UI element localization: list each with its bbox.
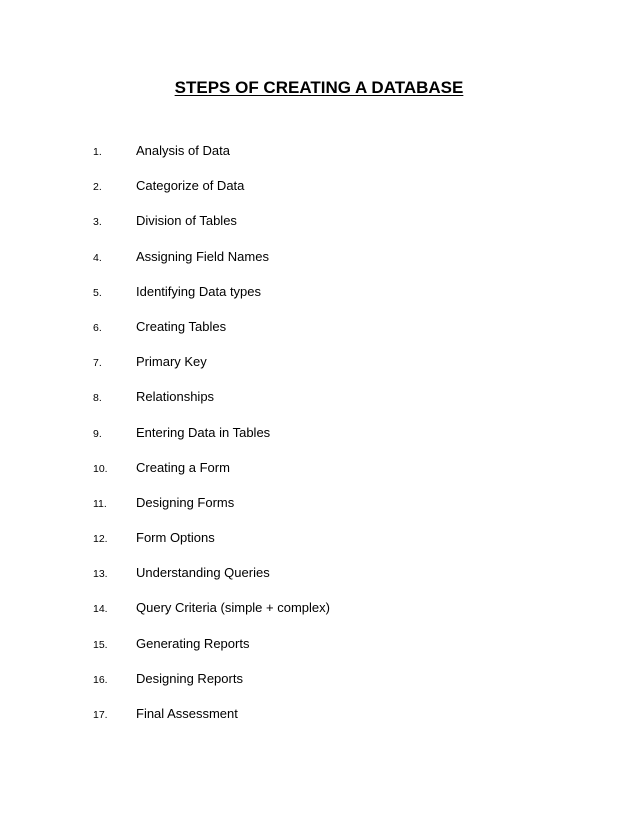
list-item bbox=[0, 247, 638, 282]
steps-list bbox=[0, 141, 638, 739]
step-number: 6. bbox=[93, 321, 102, 334]
step-label: Designing Reports bbox=[136, 670, 243, 686]
list-item bbox=[0, 176, 638, 211]
step-number: 5. bbox=[93, 286, 102, 299]
list-item bbox=[0, 211, 638, 246]
list-item bbox=[0, 598, 638, 633]
page-title: STEPS OF CREATING A DATABASE bbox=[174, 78, 464, 97]
step-label: Primary Key bbox=[136, 354, 207, 370]
step-number: 7. bbox=[93, 357, 102, 370]
list-item bbox=[0, 352, 638, 387]
list-item bbox=[0, 317, 638, 352]
list-item bbox=[0, 141, 638, 176]
step-label: Generating Reports bbox=[136, 635, 250, 651]
step-label: Division of Tables bbox=[136, 213, 237, 229]
step-label: Assigning Field Names bbox=[136, 248, 269, 264]
step-label: Designing Forms bbox=[136, 494, 235, 510]
list-item bbox=[0, 282, 638, 317]
step-number: 17. bbox=[93, 709, 108, 721]
list-item bbox=[0, 458, 638, 493]
step-number: 12. bbox=[93, 533, 108, 546]
step-number: 9. bbox=[93, 427, 102, 440]
step-label: Final Assessment bbox=[136, 706, 238, 721]
step-number: 8. bbox=[93, 392, 102, 405]
step-number: 2. bbox=[93, 181, 102, 194]
step-number: 11. bbox=[93, 497, 107, 510]
step-number: 4. bbox=[93, 251, 102, 264]
list-item bbox=[0, 634, 638, 669]
list-item bbox=[0, 387, 638, 422]
step-label: Analysis of Data bbox=[136, 143, 230, 158]
step-label: Query Criteria (simple + complex) bbox=[136, 600, 330, 616]
step-label: Understanding Queries bbox=[136, 565, 270, 581]
step-label: Entering Data in Tables bbox=[136, 424, 271, 440]
list-item bbox=[0, 493, 638, 528]
step-label: Relationships bbox=[136, 389, 215, 405]
list-item bbox=[0, 669, 638, 704]
step-number: 1. bbox=[93, 146, 102, 158]
step-label: Identifying Data types bbox=[136, 283, 262, 299]
step-number: 14. bbox=[93, 603, 108, 616]
step-number: 16. bbox=[93, 673, 108, 686]
list-item bbox=[0, 528, 638, 563]
list-item bbox=[0, 423, 638, 458]
step-label: Creating Tables bbox=[136, 318, 227, 334]
list-item bbox=[0, 563, 638, 598]
step-label: Categorize of Data bbox=[136, 178, 245, 194]
step-label: Form Options bbox=[136, 530, 215, 546]
step-number: 10. bbox=[93, 462, 108, 475]
step-number: 15. bbox=[93, 638, 108, 651]
list-item bbox=[0, 704, 638, 739]
step-number: 3. bbox=[93, 216, 102, 229]
step-label: Creating a Form bbox=[136, 459, 230, 475]
step-number: 13. bbox=[93, 568, 108, 581]
